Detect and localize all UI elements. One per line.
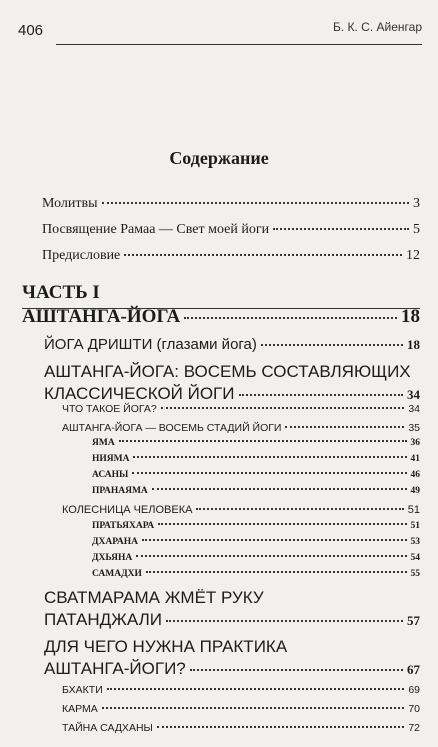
toc-subsection (92, 521, 420, 531)
toc-chapter-page: 67 (407, 662, 420, 677)
toc-subsection (92, 454, 420, 464)
toc-chapter (44, 659, 420, 679)
toc-chapter-page: 57 (407, 613, 420, 628)
toc-entry-title: Молитвы (42, 196, 98, 211)
leader-dots (102, 707, 405, 709)
leader-dots (146, 571, 407, 573)
toc-section-page: 72 (408, 722, 420, 734)
toc-subsection-page: 54 (410, 553, 420, 563)
toc-section (62, 504, 420, 516)
toc-section-title: АШТАНГА-ЙОГА — ВОСЕМЬ СТАДИЙ ЙОГИ (62, 422, 282, 434)
toc-section-title: КОЛЕСНИЦА ЧЕЛОВЕКА (62, 504, 193, 516)
leader-dots (152, 488, 407, 490)
leader-dots (285, 426, 404, 428)
leader-dots (157, 726, 404, 728)
toc-chapter (44, 336, 420, 353)
part-heading (22, 306, 420, 328)
toc-subsection (92, 537, 420, 547)
leader-dots (184, 317, 397, 319)
toc-chapter (44, 610, 420, 630)
toc-subsection-page: 41 (410, 454, 420, 464)
toc-section-title: ЧТО ТАКОЕ ЙОГА? (62, 403, 157, 415)
leader-dots (107, 688, 405, 690)
toc-chapter-page: 18 (407, 337, 420, 352)
page-header (18, 14, 422, 54)
toc-entry-page: 5 (413, 222, 420, 237)
toc-subsection-title: ДХЬЯНА (92, 553, 133, 563)
toc-subsection (92, 438, 420, 448)
leader-dots (133, 456, 406, 458)
part-heading-title: АШТАНГА-ЙОГА (22, 306, 181, 327)
toc-subsection-title: НИЯМА (92, 454, 130, 464)
toc-subsection (92, 470, 420, 480)
leader-dots (261, 344, 403, 346)
toc-subsection-page: 51 (410, 521, 420, 531)
leader-dots (166, 620, 403, 622)
toc-entry (42, 222, 420, 238)
leader-dots (239, 394, 404, 396)
toc-section-page: 34 (408, 403, 420, 415)
toc-subsection-title: АСАНЫ (92, 470, 129, 480)
toc-subsection (92, 553, 420, 563)
toc-subsection-title: ПРАТЬЯХАРА (92, 521, 155, 531)
leader-dots (102, 202, 409, 204)
toc-subsection-title: ЯМА (92, 438, 115, 448)
toc-entry-page: 12 (406, 248, 420, 263)
toc-subsection-page: 55 (410, 569, 420, 579)
toc-section-page: 35 (408, 422, 420, 434)
toc-section-page: 69 (408, 684, 420, 696)
page-number: 406 (18, 22, 44, 39)
toc-entry (42, 248, 420, 264)
toc-subsection-title: ДХАРАНА (92, 537, 138, 547)
toc-chapter-title-line1: ДЛЯ ЧЕГО НУЖНА ПРАКТИКА (44, 637, 288, 656)
toc-subsection (92, 486, 420, 496)
toc-entry-title: Предисловие (42, 248, 121, 263)
toc-chapter-title: КЛАССИЧЕСКОЙ ЙОГИ (44, 384, 235, 403)
toc-chapter-title: АШТАНГА-ЙОГИ? (44, 659, 186, 678)
toc-subsection-page: 53 (410, 537, 420, 547)
leader-dots (196, 508, 403, 510)
toc-section-title: КАРМА (62, 703, 98, 715)
header-rule (56, 44, 422, 45)
toc-chapter-title: ПАТАНДЖАЛИ (44, 610, 162, 629)
toc-section-page: 51 (407, 504, 420, 516)
toc-entry-title: Посвящение Рамаа — Свет моей йоги (42, 222, 270, 237)
toc-section (62, 684, 420, 696)
toc-section (62, 422, 420, 434)
toc-subsection-page: 46 (410, 470, 420, 480)
toc-subsection (92, 569, 420, 579)
toc-section-page: 70 (408, 703, 420, 715)
running-title: Б. К. С. Айенгар (332, 20, 422, 34)
leader-dots (119, 440, 407, 442)
part-heading-page: 18 (401, 306, 420, 327)
toc-chapter-title-line1: АШТАНГА-ЙОГА: ВОСЕМЬ СОСТАВЛЯЮЩИХ (44, 362, 411, 381)
leader-dots (132, 472, 406, 474)
toc-chapter-title: ЙОГА ДРИШТИ (глазами йога) (44, 336, 257, 353)
toc-section-title: ТАЙНА САДХАНЫ (62, 722, 153, 734)
toc-subsection-page: 49 (410, 486, 420, 496)
toc-section (62, 722, 420, 734)
toc-title: Содержание (169, 148, 269, 168)
leader-dots (136, 555, 406, 557)
toc-chapter-title-line1: СВАТМАРАМА ЖМЁТ РУКУ (44, 588, 264, 607)
toc-section (62, 703, 420, 715)
toc-subsection-title: ПРАНАЯМА (92, 486, 148, 496)
toc-section-title: БХАКТИ (62, 684, 103, 696)
toc-subsection-page: 36 (410, 438, 420, 448)
toc-chapter (44, 384, 420, 404)
leader-dots (158, 523, 406, 525)
leader-dots (161, 407, 405, 409)
toc-subsection-title: САМАДХИ (92, 569, 142, 579)
toc-entry (42, 196, 420, 212)
toc-section (62, 403, 420, 415)
leader-dots (142, 539, 407, 541)
leader-dots (124, 254, 402, 256)
toc-entry-page: 3 (413, 196, 420, 211)
leader-dots (190, 669, 403, 671)
part-heading-line1: ЧАСТЬ I (22, 282, 100, 303)
toc-chapter-page: 34 (407, 387, 420, 402)
leader-dots (273, 228, 409, 230)
